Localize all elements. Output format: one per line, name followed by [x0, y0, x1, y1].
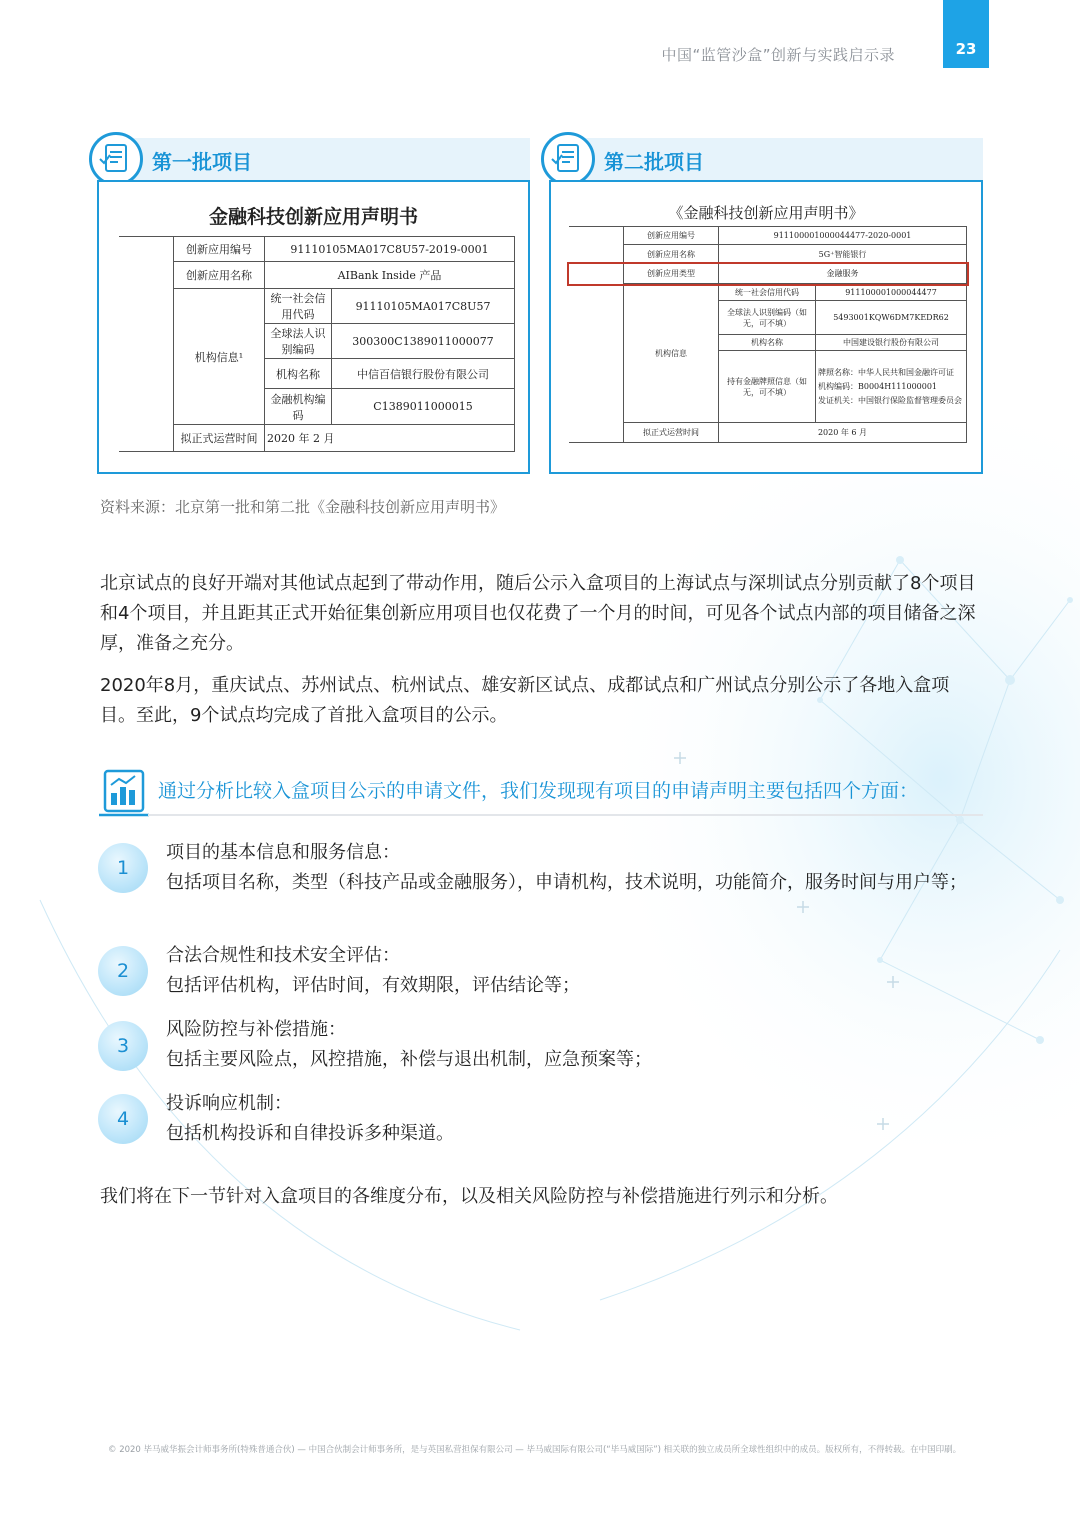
cell-value: C1389011000015 [332, 389, 515, 425]
paragraph-2: 2020年8月，重庆试点、苏州试点、杭州试点、雄安新区试点、成都试点和广州试点分别公示了各地入盒项目。至此，9个试点均完成了首批入盒项目的公示。 [100, 675, 950, 726]
batch2-panel [549, 138, 983, 472]
cell-label: 创新应用编号 [624, 227, 719, 245]
source-note: 资料来源：北京第一批和第二批《金融科技创新应用声明书》 [100, 498, 506, 516]
item-number-badge: 3 [98, 1021, 148, 1071]
cell-value: AIBank Inside 产品 [265, 262, 515, 289]
cell-label: 创新应用编号 [174, 237, 265, 262]
list-item [166, 941, 986, 1001]
item-title: 合法合规性和技术安全评估： [166, 945, 400, 966]
cell-label: 全球法人识别编码 [265, 324, 332, 359]
cell-label: 创新应用名称 [624, 245, 719, 264]
cell-label: 全球法人识别编码（如无，可不填） [719, 301, 816, 335]
cell-label: 拟正式运营时间 [174, 425, 265, 452]
cell-value: 911100001000044477-2020-0001 [719, 227, 967, 245]
license-line: 发证机关：中国银行保险监督管理委员会 [818, 395, 962, 405]
item-number-badge: 1 [98, 843, 148, 893]
batch2-declaration-table [569, 226, 967, 443]
copyright-footer: © 2020 毕马威华振会计师事务所(特殊普通合伙) — 中国合伙制会计师事务所，是与英国私营担保有限公司 — 毕马威国际有限公司(“毕马威国际”) 相关联的独立成员所全球性组织中的成员。版权所有，不得转载。在中国印刷。 [108, 1445, 962, 1455]
item-number-badge: 2 [98, 946, 148, 996]
header-title: 中国“监管沙盒”创新与实践启示录 [661, 46, 895, 64]
cell-label: 机构名称 [719, 335, 816, 351]
page-number: 23 [955, 40, 977, 58]
item-title: 风险防控与补偿措施： [166, 1019, 346, 1040]
paragraph-1: 北京试点的良好开端对其他试点起到了带动作用，随后公示入盒项目的上海试点与深圳试点分别贡献了8个项目和4个项目，并且距其正式开始征集创新应用项目也仅花费了一个月的时间，可见各个试点内部的项目储备之深厚，准备之充分。 [100, 573, 976, 654]
cell-value: 300300C1389011000077 [332, 324, 515, 359]
cell-label: 机构信息 [624, 284, 719, 423]
batch1-declaration-image [97, 180, 530, 474]
report-chart-icon [97, 767, 151, 819]
batch1-declaration-table [119, 236, 515, 452]
list-item [166, 1015, 986, 1075]
item-desc: 包括主要风险点，风控措施，补偿与退出机制，应急预案等； [166, 1049, 652, 1070]
batch1-doc-title: 金融科技创新应用声明书 [208, 206, 418, 228]
cell-value: 中国建设银行股份有限公司 [816, 335, 967, 351]
item-title: 投诉响应机制： [166, 1093, 292, 1114]
cell-value: 91110105MA017C8U57-2019-0001 [265, 237, 515, 262]
cell-label: 机构信息¹ [174, 289, 265, 425]
lead-sentence: 通过分析比较入盒项目公示的申请文件，我们发现现有项目的申请声明主要包括四个方面： [158, 780, 919, 802]
divider [148, 814, 983, 816]
cell-label: 持有金融牌照信息（如无，可不填） [719, 351, 816, 423]
license-line: 机构编码：B0004H111000001 [818, 381, 938, 391]
cell-label: 统一社会信用代码 [719, 284, 816, 301]
cell-value: 5493001KQW6DM7KEDR62 [816, 301, 967, 335]
cell-label: 金融机构编码 [265, 389, 332, 425]
list-item [166, 838, 986, 898]
document-checklist-icon [541, 132, 595, 186]
cell-value: 2020 年 6 月 [719, 423, 967, 443]
cell-label: 机构名称 [265, 359, 332, 389]
closing-paragraph: 我们将在下一节针对入盒项目的各维度分布，以及相关风险防控与补偿措施进行列示和分析。 [100, 1186, 838, 1207]
license-info-cell [816, 351, 967, 423]
batch2-declaration-image [549, 180, 983, 474]
batch1-panel [97, 138, 530, 472]
license-line: 牌照名称：中华人民共和国金融许可证 [818, 367, 954, 377]
highlighted-type-label: 创新应用类型 [624, 264, 719, 284]
item-number-badge: 4 [98, 1094, 148, 1144]
cell-value: 5G⁺智能银行 [719, 245, 967, 264]
highlighted-type-value: 金融服务 [719, 264, 967, 284]
cell-label: 创新应用名称 [174, 262, 265, 289]
cell-label: 统一社会信用代码 [265, 289, 332, 324]
cell-value: 中信百信银行股份有限公司 [332, 359, 515, 389]
cell-label: 拟正式运营时间 [624, 423, 719, 443]
page-number-tab [943, 0, 989, 68]
batch2-tab-title: 第二批项目 [604, 150, 704, 174]
batch2-doc-title: 《金融科技创新应用声明书》 [668, 204, 864, 222]
item-title: 项目的基本信息和服务信息： [166, 842, 400, 863]
document-checklist-icon [89, 132, 143, 186]
cell-value: 911100001000044477 [816, 284, 967, 301]
cell-value: 2020 年 2 月 [265, 425, 515, 452]
item-desc: 包括项目名称，类型（科技产品或金融服务），申请机构，技术说明，功能简介，服务时间与用户等； [166, 872, 967, 893]
item-desc: 包括评估机构，评估时间，有效期限，评估结论等； [166, 975, 580, 996]
list-item [166, 1089, 986, 1149]
batch1-tab-title: 第一批项目 [152, 150, 252, 174]
item-desc: 包括机构投诉和自律投诉多种渠道。 [166, 1123, 454, 1144]
page-header [0, 0, 1080, 80]
cell-value: 91110105MA017C8U57 [332, 289, 515, 324]
